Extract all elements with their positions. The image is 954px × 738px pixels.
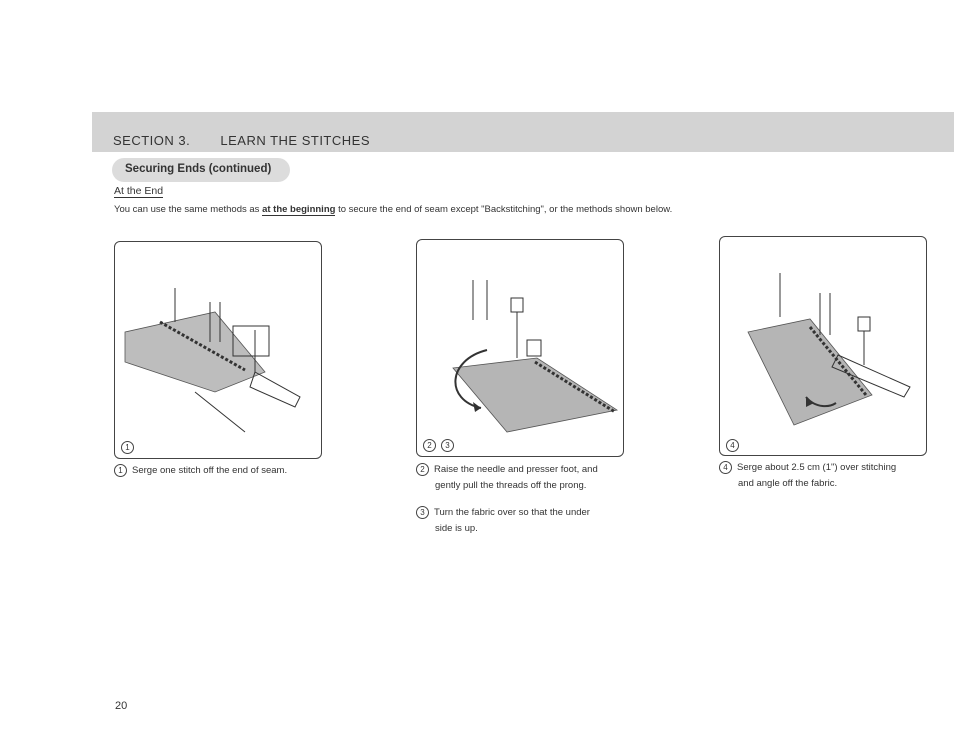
page-number: 20: [115, 700, 128, 712]
step-4-line1: Serge about 2.5 cm (1") over stitching: [737, 462, 897, 473]
serging-off-end-illustration: [115, 242, 321, 458]
intro-link: at the beginning: [262, 204, 336, 215]
panel-1-label: [121, 441, 139, 454]
illustration-panel-2: [416, 239, 624, 457]
panel-2-number-a: 2: [423, 439, 436, 452]
step-1-caption: [114, 463, 287, 479]
step-2-caption: [416, 462, 598, 494]
section-name: LEARN THE STITCHES: [220, 133, 370, 148]
panel-2-number-b: 3: [441, 439, 454, 452]
step-4-caption: [719, 460, 896, 492]
intro-paragraph: [114, 204, 672, 215]
subsection-heading-text: At the End: [114, 185, 164, 197]
intro-before: You can use the same methods as: [114, 204, 260, 215]
step-1-text: Serge one stitch off the end of seam.: [132, 465, 288, 476]
step-3-line2: side is up.: [435, 523, 478, 534]
pulling-threads-illustration: [417, 240, 623, 456]
subsection-heading: [114, 185, 163, 197]
illustration-panel-3: [719, 236, 927, 456]
step-4-line2: and angle off the fabric.: [738, 478, 838, 489]
serging-over-stitching-illustration: [720, 237, 926, 455]
intro-after: to secure the end of seam except "Backstitching", or the methods shown below.: [338, 204, 673, 215]
section-title: [113, 133, 370, 148]
step-4-number: 4: [719, 461, 732, 474]
step-2-line2: gently pull the threads off the prong.: [435, 480, 587, 491]
step-3-caption: [416, 505, 590, 537]
section-number: SECTION 3.: [113, 133, 191, 148]
panel-2-label: [423, 439, 459, 452]
subsection-title: Securing Ends (continued): [125, 163, 272, 175]
step-3-number: 3: [416, 506, 429, 519]
step-2-line1: Raise the needle and presser foot, and: [434, 464, 598, 475]
panel-3-number: 4: [726, 439, 739, 452]
step-2-number: 2: [416, 463, 429, 476]
step-1-number: 1: [114, 464, 127, 477]
panel-3-label: [726, 439, 744, 452]
illustration-panel-1: [114, 241, 322, 459]
panel-1-number: 1: [121, 441, 134, 454]
step-3-line1: Turn the fabric over so that the under: [434, 507, 590, 518]
